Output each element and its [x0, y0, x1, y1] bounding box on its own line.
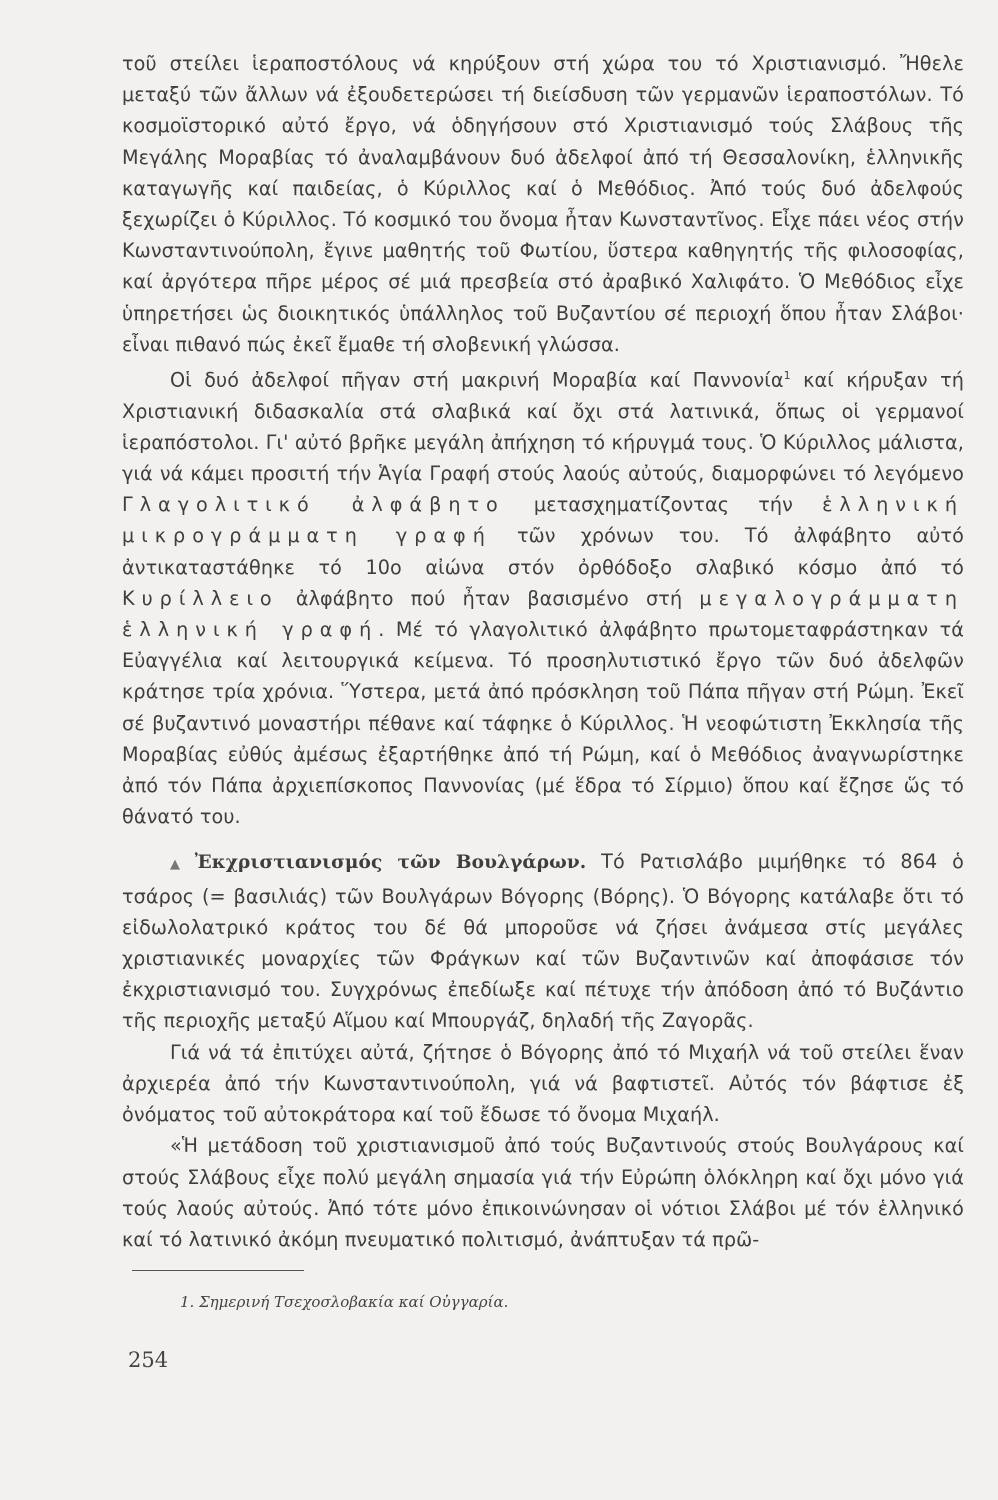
- spaced-term-cyrillic: Κυρίλλειο: [122, 586, 279, 610]
- paragraph-5: «Ἡ μετάδοση τοῦ χριστιανισμοῦ ἀπό τούς Βυζαντινούς στούς Βουλγάρους καί στούς Σλάβους εἶχε πολύ μεγάλη σημασία γιά τήν Εὐρώπη ὁλόκληρη καί ὄχι μόνο γιά τούς λαούς αὐτούς. Ἀπό τότε μόνο ἐπικοινώνησαν οἱ νότιοι Σλάβοι μέ τόν ἑλληνικό καί τό λατινικό ἀκόμη πνευματικό πολιτισμό, ἀνάπτυξαν τά πρῶ-: [122, 1134, 964, 1251]
- footnote-marker: 1: [783, 369, 791, 383]
- paragraph-4: Γιά νά τά ἐπιτύχει αὐτά, ζήτησε ὁ Βόγορης ἀπό τό Μιχαήλ νά τοῦ στείλει ἕναν ἀρχιερέα ἀπό τήν Κωνσταντινούπολη, γιά νά βαφτιστεῖ. Αὐτός τόν βάφτισε ἐξ ὀνόματος τοῦ αὐτοκράτορα καί τοῦ ἔδωσε τό ὄνομα Μιχαήλ.: [122, 1040, 964, 1127]
- spaced-term-glagolitic: Γλαγολιτικό ἀλφάβητο: [122, 493, 505, 517]
- section-bulgarians: ▲ Ἐκχριστιανισμός τῶν Βουλγάρων. Τό Ρατισλάβο μιμήθηκε τό 864 ὁ τσάρος (= βασιλιάς) τῶν Βουλγάρων Βόγορης (Βόρης). Ὁ Βόγορης κατάλαβε ὅτι τό εἰδωλολατρικό κράτος του δέ θά μποροῦσε νά ζήσει ἀνάμεσα στίς μεγάλες χριστιανικές μοναρχίες τῶν Φράγκων καί τῶν Βυζαντινῶν καί ἀποφάσισε τόν ἐκχριστιανισμό του. Συγχρόνως ἐπεδίωξε καί πέτυχε τήν ἀπόδοση ἀπό τό Βυζάντιο τῆς περιοχῆς μεταξύ Αἵμου καί Μπουργάζ, δηλαδή τῆς Ζαγορᾶς.: [122, 850, 964, 1033]
- body-text: [122, 48, 964, 1255]
- section-heading: Ἐκχριστιανισμός τῶν Βουλγάρων.: [194, 852, 587, 874]
- page-number: 254: [128, 1348, 169, 1372]
- triangle-icon: ▲: [170, 857, 189, 873]
- paragraph-2: Οἱ δυό ἀδελφοί πῆγαν στή μακρινή Μοραβία καί Παννονία$^1$ καί κήρυξαν τή Χριστιανική διδασκαλία στά σλαβικά καί ὄχι στά λατινικά, ὅπως οἱ γερμανοί ἱεραπόστολοι. Γι' αὐτό βρῆκε μεγάλη ἀπήχηση τό κήρυγμά τους. Ὁ Κύριλλος μάλιστα, γιά νά κάμει προσιτή τήν Ἁγία Γραφή στούς λαούς αὐτούς, διαμορφώνει τό λεγόμενο Γλαγολιτικό ἀλφάβητο μετασχηματίζοντας τήν ἑλληνική μικρογράμματη γραφή τῶν χρόνων του. Τό ἀλφάβητο αὐτό ἀντικαταστάθηκε τό 10ο αἰώνα στόν ὀρθόδοξο σλαβικό κόσμο ἀπό τό Κυρίλλειο ἀλφάβητο πού ἦταν βασισμένο στή μεγαλογράμματη ἑλληνική γραφή. Μέ τό γλαγολιτικό ἀλφάβητο πρωτομεταφράστηκαν τά Εὐαγγέλια καί λειτουργικά κείμενα. Τό προσηλυτιστικό ἔργο τῶν δυό ἀδελφῶν κράτησε τρία χρόνια. Ὕστερα, μετά ἀπό πρόσκληση τοῦ Πάπα πῆγαν στή Ρώμη. Ἐκεῖ σέ βυζαντινό μοναστήρι πέθανε καί τάφηκε ὁ Κύριλλος. Ἡ νεοφώτιστη Ἐκκλησία τῆς Μοραβίας εὐθύς ἀμέσως ἐξαρτήθηκε ἀπό τή Ρώμη, καί ὁ Μεθόδιος ἀναγνωρίστηκε ἀπό τόν Πάπα ἀρχιεπίσκοπος Παννονίας (μέ ἕδρα τό Σίρμιο) ὅπου καί ἔζησε ὥς τό θάνατό του.: [122, 368, 964, 829]
- footnote-divider: [132, 1270, 304, 1271]
- spaced-term-majuscule: μεγαλογράμματη ἑλληνική γραφή: [122, 586, 964, 642]
- paragraph-1: τοῦ στείλει ἱεραποστόλους νά κηρύξουν στή χώρα του τό Χριστιανισμό. Ἤθελε μεταξύ τῶν ἄλλων νά ἐξουδετερώσει τή διείσδυση τῶν γερμανῶν ἱεραποστόλων. Τό κοσμοϊστορικό αὐτό ἔργο, νά ὁδηγήσουν στό Χριστιανισμό τούς Σλάβους τῆς Μεγάλης Μοραβίας τό ἀναλαμβάνουν δυό ἀδελφοί ἀπό τή Θεσσαλονίκη, ἑλληνικῆς καταγωγῆς καί παιδείας, ὁ Κύριλλος καί ὁ Μεθόδιος. Ἀπό τούς δυό ἀδελφούς ξεχωρίζει ὁ Κύριλλος. Τό κοσμικό του ὄνομα ἦταν Κωνσταντῖνος. Εἶχε πάει νέος στήν Κωνσταντινούπολη, ἔγινε μαθητής τοῦ Φωτίου, ὕστερα καθηγητής τῆς φιλοσοφίας, καί ἀργότερα πῆρε μέρος σέ μιά πρεσβεία στό ἀραβικό Χαλιφάτο. Ὁ Μεθόδιος εἶχε ὑπηρετήσει ὡς διοικητικός ὑπάλληλος τοῦ Βυζαντίου σέ περιοχή ὅπου ἦταν Σλάβοι· εἶναι πιθανό πώς ἐκεῖ ἔμαθε τή σλοβενική γλώσσα.: [122, 52, 964, 356]
- spaced-term-minuscule: ἑλληνική μικρογράμματη γραφή: [122, 493, 964, 548]
- footnote: 1. Σημερινή Τσεχοσλοβακία καί Οὐγγαρία.: [180, 1293, 509, 1311]
